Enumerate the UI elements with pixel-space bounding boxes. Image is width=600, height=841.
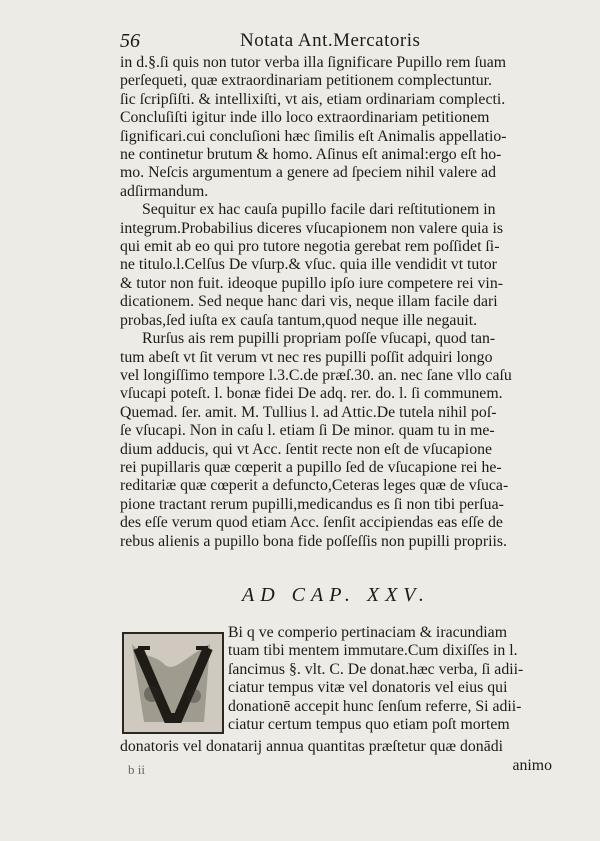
chapter-opening-lines: [228, 624, 558, 734]
decorated-initial-v: [122, 632, 224, 734]
text-line: reditariæ quæ cœperit a defuncto,Ceteras leges quæ de vſuca-: [120, 477, 509, 495]
page-header: [120, 30, 480, 54]
text-line: in d.§.ſi quis non tutor verba illa ſignificare Pupillo rem ſuam: [120, 54, 507, 71]
text-line: Concluſiſti igitur inde illo loco extraordinariam petitionem: [120, 109, 490, 127]
text-line: pione tractant rerum pupilli,medicandus es ſi non tibi perſua-: [120, 495, 504, 513]
text-line: perſequeti, quæ extraordinariam petitionem complectuntur.: [120, 72, 492, 90]
signature-mark: b ii: [128, 762, 145, 777]
text-line: vel longiſſimo tempore l.3.C.de præſ.30. an. nec ſane vllo caſu: [120, 366, 512, 384]
text-line: integrum.Probabilius diceres vſucapionem non valere quia is: [120, 219, 503, 237]
text-line: ne titulo.l.Celſus De vſurp.& vſuc. quia ille vendidit vt tutor: [120, 256, 497, 274]
decorated-initial-icon: [124, 634, 222, 732]
text-line: ſignificari.cui concluſioni hæc ſimilis eſt Animalis appellatio-: [120, 127, 507, 145]
text-line: qui emit ab eo qui pro tutore negotia gerebat rem poſſidet ſi-: [120, 238, 500, 256]
text-line: donatoris vel donatarij annua quantitas præſtetur quæ donādi: [120, 738, 503, 755]
text-line: ſancimus §. vlt. C. De donat.hæc verba, ſi adii-: [228, 660, 524, 678]
running-head: Notata Ant.Mercatoris: [240, 30, 421, 51]
text-line: mo. Neſcis argumentum a genere ad ſpeciem nihil valere ad: [120, 164, 497, 182]
folio-number: 56: [120, 30, 140, 52]
text-line: ſe vſucapi. Non in caſu l. etiam ſi De minor. quam tu in me-: [120, 422, 495, 440]
main-text: [120, 54, 555, 551]
text-line: Bi q ve comperio pertinaciam & iracundiam: [228, 624, 507, 641]
text-line: probas,ſed iuſta ex cauſa tantum,quod neque ille negauit.: [120, 311, 478, 329]
continuation-lines: [120, 738, 558, 756]
text-line: tuam tibi mentem immutare.Cum dixiſſes in l.: [228, 642, 518, 660]
text-line: & tutor non fuit. ideoque pupillo ipſo iure competere rei vin-: [120, 274, 503, 292]
text-line: donationē accepit hunc ſenſum referre, Si adii-: [228, 697, 522, 715]
text-line: Quemad. ſer. amit. M. Tullius l. ad Attic.De tutela nihil poſ-: [120, 403, 497, 421]
text-line: vſucapi poteſt. l. bonæ fidei De adq. rer. do. l. ſi communem.: [120, 385, 503, 403]
text-line: ne continetur brutum & homo. Aſinus eſt animal:ergo eſt ho-: [120, 146, 502, 164]
text-line: tum abeſt vt ſit verum vt nec res pupilli poſſit adquiri longo: [120, 348, 493, 366]
text-line: Rurſus ais rem pupilli propriam poſſe vſucapi, quod tan-: [142, 330, 496, 348]
text-line: ciatur tempus vitæ vel donatoris vel eius qui: [228, 679, 508, 697]
text-line: dium adducis, qui vt Acc. ſentit recte non eſt de vſucapione: [120, 440, 492, 458]
text-line: rei pupillaris quæ cœperit a pupillo ſed de vſucapione rei he-: [120, 458, 502, 476]
catchword: animo: [512, 757, 552, 774]
section-heading: AD CAP. XXV.: [242, 584, 430, 606]
text-line: ciatur certum tempus quo etiam poſt mortem: [228, 716, 510, 734]
text-line: adſirmandum.: [120, 182, 209, 200]
text-line: des eſſe verum quod etiam Acc. ſenſit accipiendas eas eſſe de: [120, 514, 503, 532]
text-line: rebus alienis a pupillo bona fide poſſeſſis non pupilli propriis.: [120, 532, 507, 550]
text-line: Sequitur ex hac cauſa pupillo facile dari reſtitutionem in: [142, 201, 496, 219]
text-line: dicationem. Sed neque hanc dari vis, neque illam facile dari: [120, 293, 498, 311]
text-line: ſic ſcripſiſti. & intellixiſti, vt ais, etiam ordinariam complecti.: [120, 90, 506, 108]
